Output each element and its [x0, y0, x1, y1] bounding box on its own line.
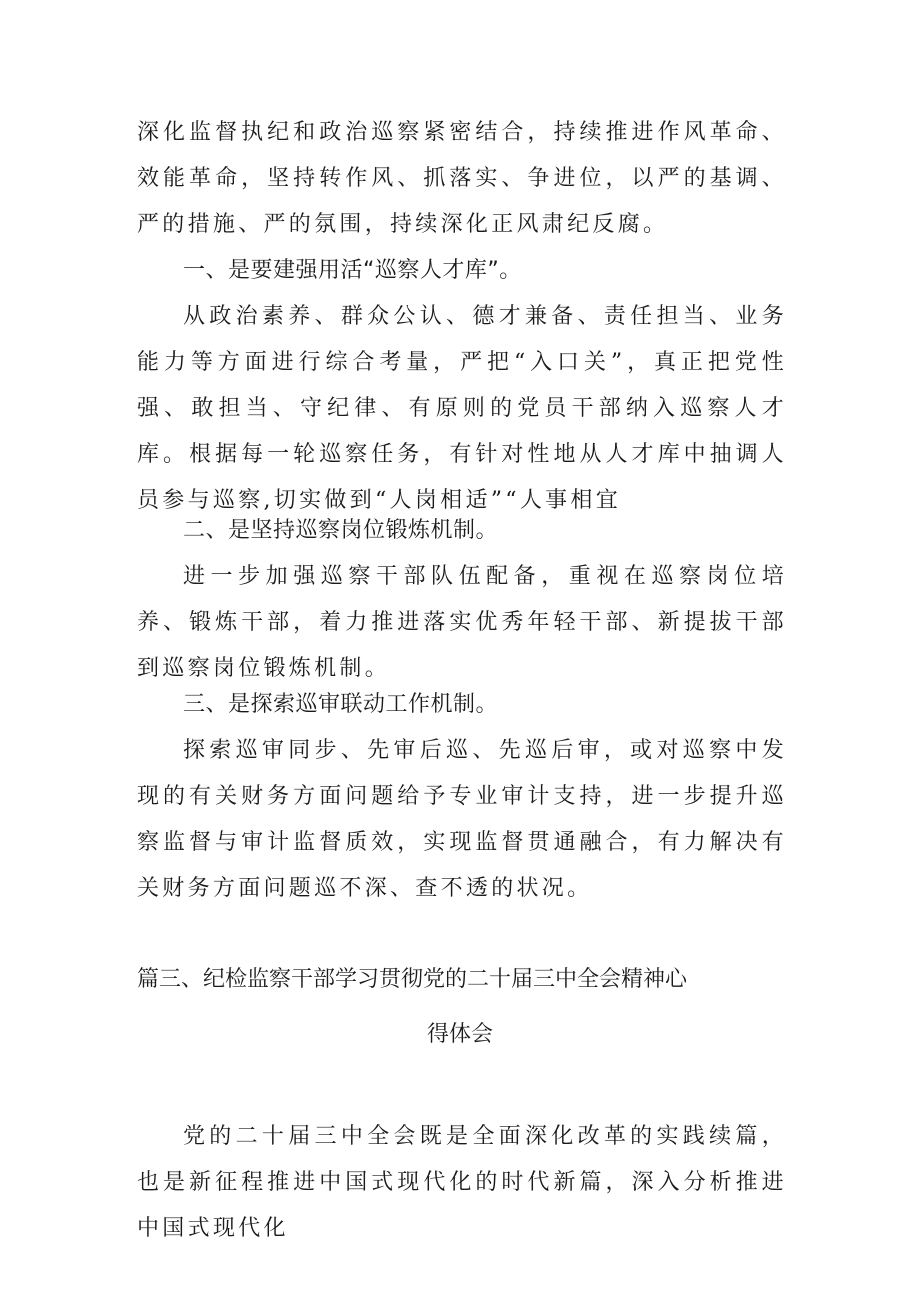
- section-heading-3: 三、是探索巡审联动工作机制。: [183, 692, 499, 717]
- section-heading-2: 二、是坚持巡察岗位锻炼机制。: [183, 518, 499, 543]
- article-title-line-1: 篇三、纪检监察干部学习贯彻党的二十届三中全会精神心: [137, 967, 688, 992]
- paragraph-section-3: 探索巡审同步、先审后巡、先巡后审，或对巡察中发现的有关财务方面问题给予专业审计支持，进一步提升巡察监督与审计监督质效，实现监督贯通融合，有力解决有关财务方面问题巡不深、查不透的状况。: [137, 738, 787, 901]
- paragraph-article-intro: 党的二十届三中全会既是全面深化改革的实践续篇，也是新征程推进中国式现代化的时代新篇，深入分析推进中国式现代化: [137, 1124, 787, 1241]
- paragraph-section-2: 进一步加强巡察干部队伍配备，重视在巡察岗位培养、锻炼干部，着力推进落实优秀年轻干部、新提拔干部到巡察岗位锻炼机制。: [137, 564, 787, 681]
- paragraph-intro-tail: 深化监督执纪和政治巡察紧密结合，持续推进作风革命、效能革命，坚持转作风、抓落实、争进位，以严的基调、严的措施、严的氛围，持续深化正风肃纪反腐。: [137, 120, 787, 237]
- article-title-line-2: 得体会: [427, 1022, 494, 1047]
- section-heading-1: 一、是要建强用活“巡察人才库”。: [183, 258, 522, 283]
- paragraph-section-1: 从政治素养、群众公认、德才兼备、责任担当、业务能力等方面进行综合考量，严把“入口关”，真正把党性强、敢担当、守纪律、有原则的党员干部纳入巡察人才库。根据每一轮巡察任务，有针对性地从人才库中抽调人员参与巡察,切实做到“人岗相适”“人事相宜: [137, 304, 787, 513]
